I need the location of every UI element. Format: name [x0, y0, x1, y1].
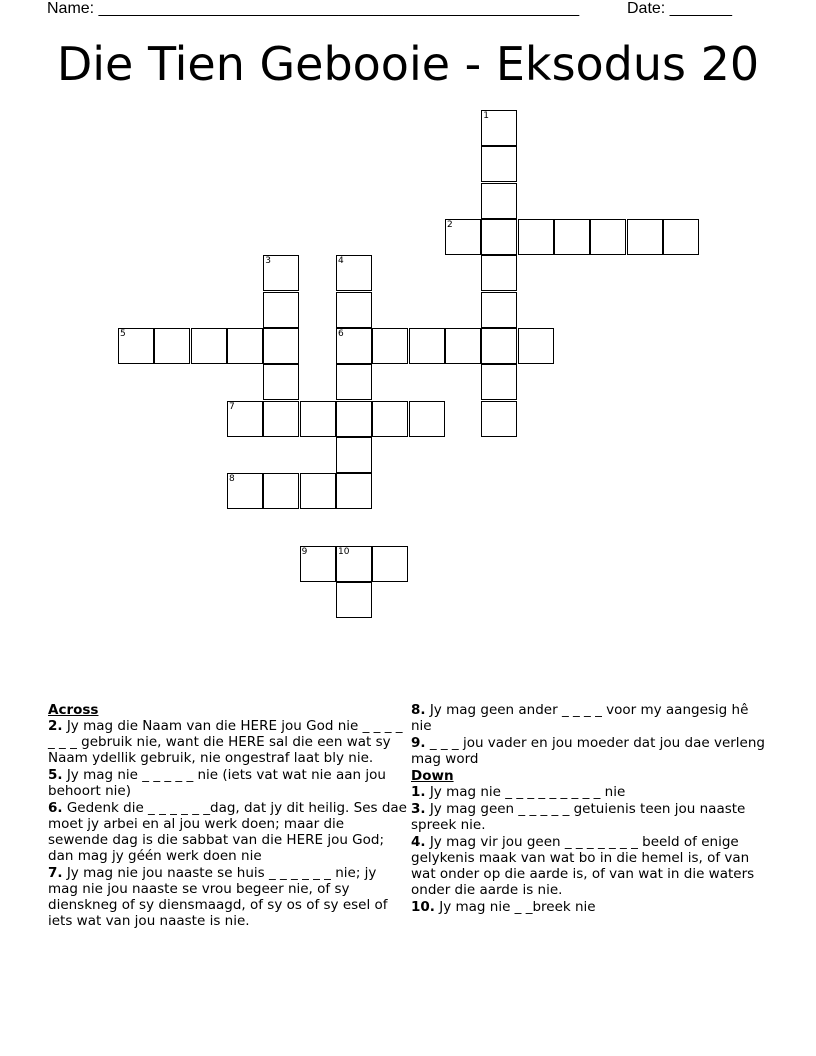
clue-across-2: [48, 718, 408, 766]
crossword-cell[interactable]: [409, 328, 445, 364]
crossword-cell[interactable]: [445, 219, 481, 255]
crossword-cell[interactable]: [445, 328, 481, 364]
crossword-cell[interactable]: [518, 328, 554, 364]
cell-number: 6: [338, 329, 344, 339]
clue-text: Gedenk die _ _ _ _ _ _dag, dat jy dit heilig. Ses dae moet jy arbei en al jou werk doen; maar die sewende dag is die sabbat van die HERE jou God; dan mag jy géén werk doen nie: [48, 800, 407, 864]
name-label: Name: ______________________________________________________: [47, 0, 580, 17]
crossword-cell[interactable]: [300, 546, 336, 582]
clue-number: 2.: [48, 718, 63, 734]
crossword-cell[interactable]: [263, 328, 299, 364]
crossword-cell[interactable]: [663, 219, 699, 255]
cell-number: 8: [229, 474, 235, 485]
crossword-cell[interactable]: [481, 146, 517, 182]
clue-number: 9.: [411, 735, 426, 751]
crossword-cell[interactable]: [481, 292, 517, 328]
clue-number: 7.: [48, 865, 63, 881]
cell-number: 5: [120, 329, 126, 339]
clue-down-1: [411, 784, 771, 800]
crossword-cell[interactable]: [481, 110, 517, 146]
clue-text: Jy mag nie _ _breek nie: [439, 899, 596, 915]
crossword-cell[interactable]: [336, 401, 372, 437]
across-heading: Across: [48, 702, 99, 718]
crossword-cell[interactable]: [227, 401, 263, 437]
crossword-cell[interactable]: [300, 401, 336, 437]
clue-text: Jy mag nie _ _ _ _ _ _ _ _ _ nie: [429, 784, 626, 800]
clue-across-8: [411, 702, 771, 734]
clue-across-6: [48, 800, 408, 864]
clue-across-7: [48, 865, 408, 929]
date-label: Date: _______: [627, 0, 732, 17]
clue-down-10: [411, 899, 771, 915]
crossword-cell[interactable]: [554, 219, 590, 255]
clue-across-5: [48, 767, 408, 799]
clue-text: Jy mag geen _ _ _ _ _ getuienis teen jou naaste spreek nie.: [411, 801, 746, 833]
clue-text: Jy mag nie _ _ _ _ _ nie (iets vat wat nie aan jou behoort nie): [48, 767, 386, 799]
clue-number: 1.: [411, 784, 426, 800]
crossword-cell[interactable]: [481, 401, 517, 437]
crossword-cell[interactable]: [118, 328, 154, 364]
crossword-cell[interactable]: [481, 255, 517, 291]
clue-number: 10.: [411, 899, 435, 915]
crossword-cell[interactable]: [336, 328, 372, 364]
clue-across-9: [411, 735, 771, 767]
clue-text: Jy mag geen ander _ _ _ _ voor my aangesig hê nie: [411, 702, 749, 734]
crossword-cell[interactable]: [336, 364, 372, 400]
cell-number: 7: [229, 401, 235, 412]
cell-number: 9: [301, 547, 308, 557]
crossword-cell[interactable]: [336, 292, 372, 328]
crossword-cell[interactable]: [336, 546, 372, 582]
cell-number: 4: [338, 256, 344, 267]
crossword-cell[interactable]: [263, 255, 299, 291]
crossword-cell[interactable]: [154, 328, 190, 364]
clues-column-right: [411, 702, 771, 916]
down-heading: Down: [411, 768, 454, 784]
crossword-cell[interactable]: [518, 219, 554, 255]
cell-number: 1: [483, 111, 490, 121]
clue-number: 3.: [411, 801, 426, 817]
crossword-cell[interactable]: [372, 328, 408, 364]
clues-column-left: [48, 702, 408, 930]
crossword-cell[interactable]: [263, 401, 299, 437]
cell-number: 3: [265, 256, 272, 267]
crossword-cell[interactable]: [336, 255, 372, 291]
clue-text: Jy mag die Naam van die HERE jou God nie _ _ _ _ _ _ _ gebruik nie, want die HERE sal die een wat sy Naam ydellik gebruik, nie ongestraf laat bly nie.: [48, 718, 403, 766]
clue-number: 8.: [411, 702, 426, 718]
crossword-cell[interactable]: [227, 473, 263, 509]
crossword-cell[interactable]: [627, 219, 663, 255]
clue-text: Jy mag vir jou geen _ _ _ _ _ _ _ beeld of enige gelykenis maak van wat bo in die hemel is, of van wat onder op die aarde is, of van wat in die waters onder die aarde is nie.: [411, 834, 755, 898]
crossword-cell[interactable]: [263, 292, 299, 328]
crossword-cell[interactable]: [227, 328, 263, 364]
crossword-cell[interactable]: [336, 582, 372, 618]
crossword-cell[interactable]: [263, 473, 299, 509]
crossword-cell[interactable]: [191, 328, 227, 364]
crossword-cell[interactable]: [481, 328, 517, 364]
crossword-cell[interactable]: [590, 219, 626, 255]
crossword-cell[interactable]: [336, 437, 372, 473]
clue-text: _ _ _ jou vader en jou moeder dat jou dae verleng mag word: [411, 735, 765, 767]
page-title: Die Tien Gebooie - Eksodus 20: [56, 37, 760, 91]
crossword-cell[interactable]: [409, 401, 445, 437]
crossword-cell[interactable]: [481, 219, 517, 255]
crossword-cell[interactable]: [336, 473, 372, 509]
crossword-cell[interactable]: [372, 546, 408, 582]
clue-down-3: [411, 801, 771, 833]
clue-number: 4.: [411, 834, 426, 850]
clue-number: 5.: [48, 767, 63, 783]
clue-number: 6.: [48, 800, 63, 816]
crossword-cell[interactable]: [300, 473, 336, 509]
crossword-cell[interactable]: [372, 401, 408, 437]
crossword-cell[interactable]: [263, 364, 299, 400]
cell-number: 2: [447, 220, 453, 230]
clue-text: Jy mag nie jou naaste se huis _ _ _ _ _ _ nie; jy mag nie jou naaste se vrou begeer nie, of sy dienskneg of sy diensmaagd, of sy os of sy esel of iets wat van jou naaste is nie.: [48, 865, 388, 929]
cell-number: 10: [338, 547, 350, 557]
crossword-cell[interactable]: [481, 364, 517, 400]
crossword-cell[interactable]: [481, 183, 517, 219]
clue-down-4: [411, 834, 771, 898]
